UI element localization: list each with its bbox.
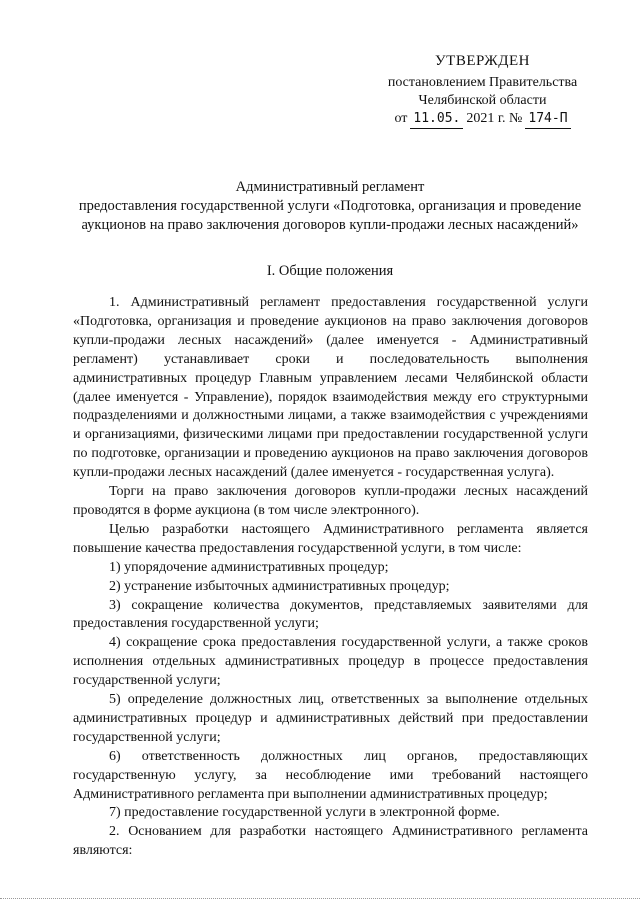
date-prefix: от [394,111,408,126]
list-item: 6) ответственность должностных лиц органов, предоставляющих государственную услугу, за несоблюдение ими требований настоящего Административного регламента при выполнении административных процедур; [73,748,588,802]
date-year: 2021 г. № [466,111,523,126]
document-body [73,294,588,861]
paragraph: 1. Административный регламент предоставления государственной услуги «Подготовка, организация и проведение аукционов на право заключения договоров купли-продажи лесных насаждений» (далее именуется - Административный регламент) устанавливает сроки и последовательность выполнения административных процедур Главным управлением лесами Челябинской области (далее именуется - Управление), порядок взаимодействия между его структурными подразделениями и должностными лицами, а также взаимодействия с учреждениями и организациями, физическими лицами при предоставлении государственной услуги по подготовке, организации и проведению аукционов на право заключения договоров купли-продажи лесных насаждений (далее именуется - государственная услуга). [73,295,588,481]
document-title [60,178,600,235]
list-item: 5) определение должностных лиц, ответственных за выполнение отдельных административных процедур и административных действий при предоставлении государственной услуги; [73,692,588,745]
document-title-line-1: Административный регламент [235,179,425,195]
paragraph: Торги на право заключения договоров купли-продажи лесных насаждений проводятся в форме аукциона (в том числе электронного). [73,484,588,518]
page-bottom-edge [0,898,640,899]
approval-date-line [360,110,605,129]
list-item: 3) сокращение количества документов, представляемых заявителями для предоставления государственной услуги; [73,597,588,632]
approval-title: УТВЕРЖДЕН [435,53,530,69]
approval-stamp [360,52,605,129]
document-title-line-2: предоставления государственной услуги «Подготовка, организация и проведение аукционов на право заключения договоров купли-продажи лесных насаждений» [78,198,582,233]
approval-line-2: Челябинской области [418,93,547,108]
section-title: I. Общие положения [266,263,394,279]
approval-line-1: постановлением Правительства [387,75,578,90]
paragraph: Целью разработки настоящего Административного регламента является повышение качества предоставления государственной услуги, в том числе: [73,521,588,556]
handwritten-number: 174-П [525,110,570,129]
list-item: 2) устранение избыточных административных процедур; [109,578,450,594]
handwritten-date: 11.05. [410,110,463,129]
list-item: 1) упорядочение административных процедур; [109,559,389,575]
list-item: 4) сокращение срока предоставления государственной услуги, а также сроков исполнения отдельных административных процедур в процессе предоставления государственной услуги; [73,635,588,689]
list-item: 7) предоставление государственной услуги в электронной форме. [109,805,500,821]
paragraph: 2. Основанием для разработки настоящего Административного регламента являются: [73,824,588,859]
